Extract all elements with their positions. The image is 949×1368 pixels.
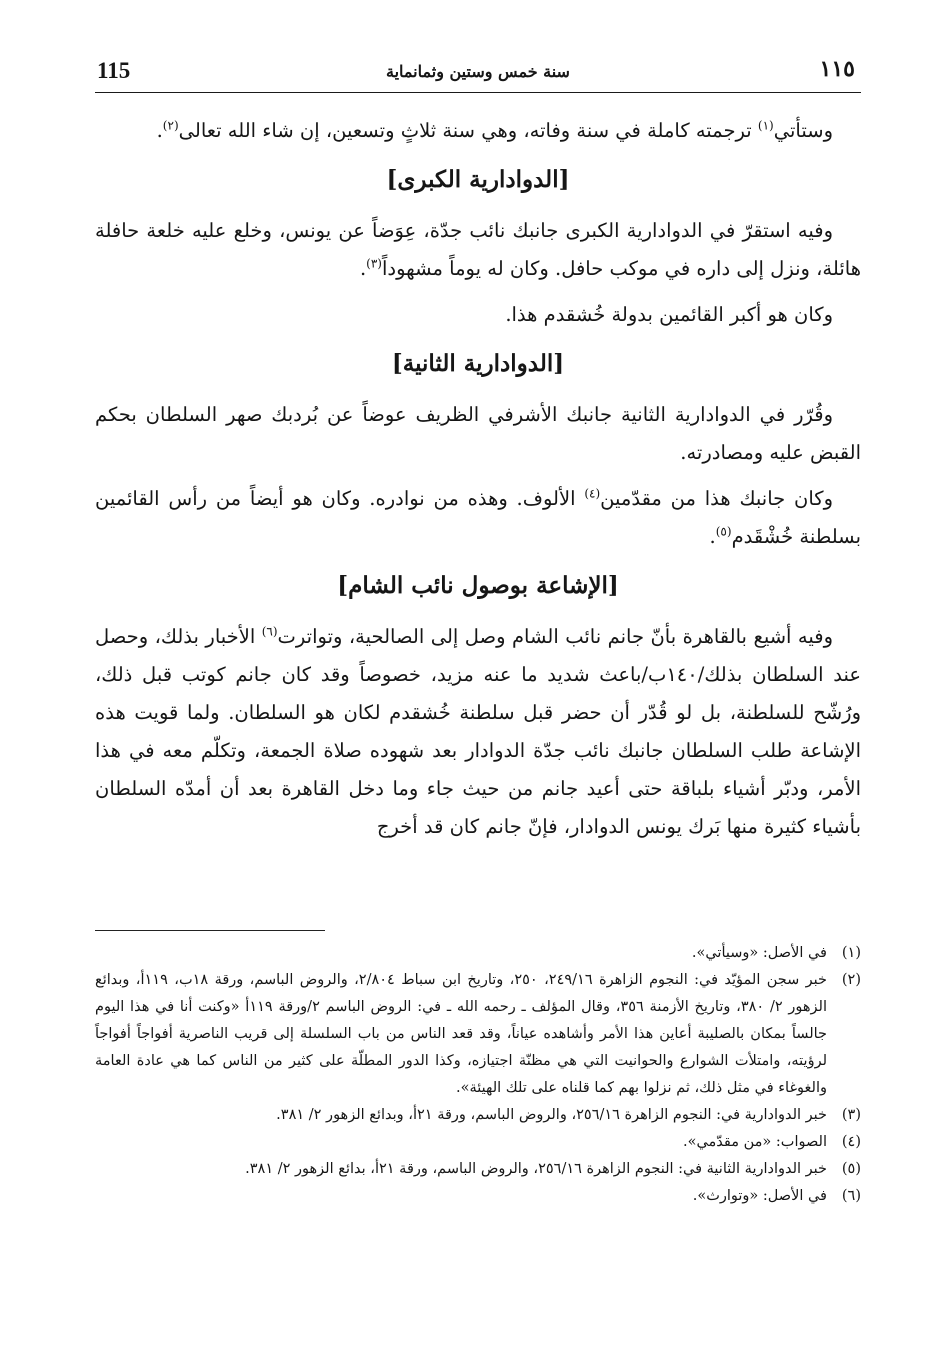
page-number-latin: 115 [97, 58, 131, 83]
paragraph: وقُرّر في الدوادارية الثانية جانبك الأشرفي الظريف عوضاً عن بُردبك صهر السلطان بحكم القبض عليه ومصادرته. [95, 403, 861, 464]
paragraph: وكان هو أكبر القائمين بدولة خُشقدم هذا. [505, 303, 833, 326]
running-title: سنة خمس وستين وثمانماية [386, 62, 570, 81]
section-heading: [الدوادارية الكبرى] [386, 166, 570, 193]
page-header [95, 52, 861, 93]
page-number-arabic: ١١٥ [819, 56, 855, 82]
footnote: (٤) الصواب: «من مقدّمي». [682, 1134, 861, 1150]
footnote: (٥) خبر الدوادارية الثانية في: النجوم الزاهرة ٢٥٦/١٦، والروض الباسم، ورقة ٢١أ، بدائع الزهور ٢/ ٣٨١. [245, 1161, 861, 1177]
footnote-ref: (٢) [162, 118, 179, 133]
paragraph: وستأتي$^{(١)}$ ترجمته كاملة في سنة وفاته، وهي سنة ثلاثٍ وتسعين، إن شاء الله تعالى$^{(٢)}$. [156, 118, 833, 142]
footnote: (١) في الأصل: «وسيأتي». [691, 945, 861, 961]
footnote: (٣) خبر الدوادارية في: النجوم الزاهرة ٢٥٦/١٦، والروض الباسم، ورقة ٢١أ، وبدائع الزهور ٢/ ٣٨١. [276, 1107, 861, 1123]
footnote-ref: (٣) [366, 256, 382, 271]
paragraph: وفيه أشيع بالقاهرة بأنّ جانم نائب الشام وصل إلى الصالحية، وتواترت$^{(٦)}$ الأخبار بذلك، وحصل عند السلطان بذلك/١٤٠ب/باعث شديد ما عنه مزيد، خصوصاً وقد كان جانم كوتب قبل ذلك، ورُشّح للسلطنة، بل لو قُدّر أن حضر قبل سلطنة خُشقدم لكان هو السلطان. ولما قويت هذه الإشاعة طلب السلطان جانبك نائب جدّة الدوادار بعد شهوده صلاة الجمعة، وتكلّم معه في هذا الأمر، ودبّر أشياء بلباقة حتى أعيد جانم من حيث جاء وما دخل القاهرة بعد أن أمدّه السلطان بأشياء كثيرة منها بَرك يونس الدوادار، فإنّ جانم كان قد أخرج [95, 624, 861, 838]
footnote-divider [95, 930, 325, 931]
section-heading: [الدوادارية الثانية] [391, 350, 565, 377]
section-heading: [الإشاعة بوصول نائب الشام] [337, 572, 619, 599]
main-text [95, 112, 861, 854]
footnote-ref: (٦) [261, 624, 278, 639]
footnote-ref: (١) [757, 118, 774, 133]
footnote-ref: (٥) [715, 524, 732, 539]
footnotes [95, 940, 861, 1210]
footnote: (٦) في الأصل: «وتوارث». [692, 1188, 861, 1204]
footnote-ref: (٤) [584, 486, 601, 501]
footnote: (٢) خبر سجن المؤيّد في: النجوم الزاهرة ٢٤٩/١٦، ٢٥٠، وتاريخ ابن سباط ٢/٨٠٤، والروض الباسم، ورقة ١٨ب، ١١٩أ، وبدائع الزهور ٢/ ٣٨٠، وتاريخ الأزمنة ٣٥٦، وقال المؤلف ـ رحمه الله ـ في: الروض الباسم ٢/ورقة ١١٩أ «وكنت أنا في هذا اليوم جالساً بمكان بالصليبة أعاين هذا الأمر وأشاهده عياناً، وقد قعد الناس من باب السلسلة إلى قريب الناصرية أفواجاً أفواجاً لرؤيته، وامتلأت الشوارع والحوانيت التي هي مظنّة اجتيازه، وكذا الدور المطلّة على كثير من الناس كما هي عادة العامة والغوغاء في مثل ذلك، ثم نزلوا بهم كما قلناه على تلك الهيئة». [95, 972, 861, 1096]
paragraph: وفيه استقرّ في الدوادارية الكبرى جانبك نائب جدّة، عِوَضاً عن يونس، وخلع عليه خلعة حافلة هائلة، ونزل إلى داره في موكب حافل. وكان له يوماً مشهوداً$^{(٣)}$. [95, 219, 861, 280]
paragraph: وكان جانبك هذا من مقدّمين$^{(٤)}$ الألوف. وهذه من نوادره. وكان هو أيضاً من رأس القائمين بسلطنة خُشْقَدم$^{(٥)}$. [95, 486, 861, 548]
